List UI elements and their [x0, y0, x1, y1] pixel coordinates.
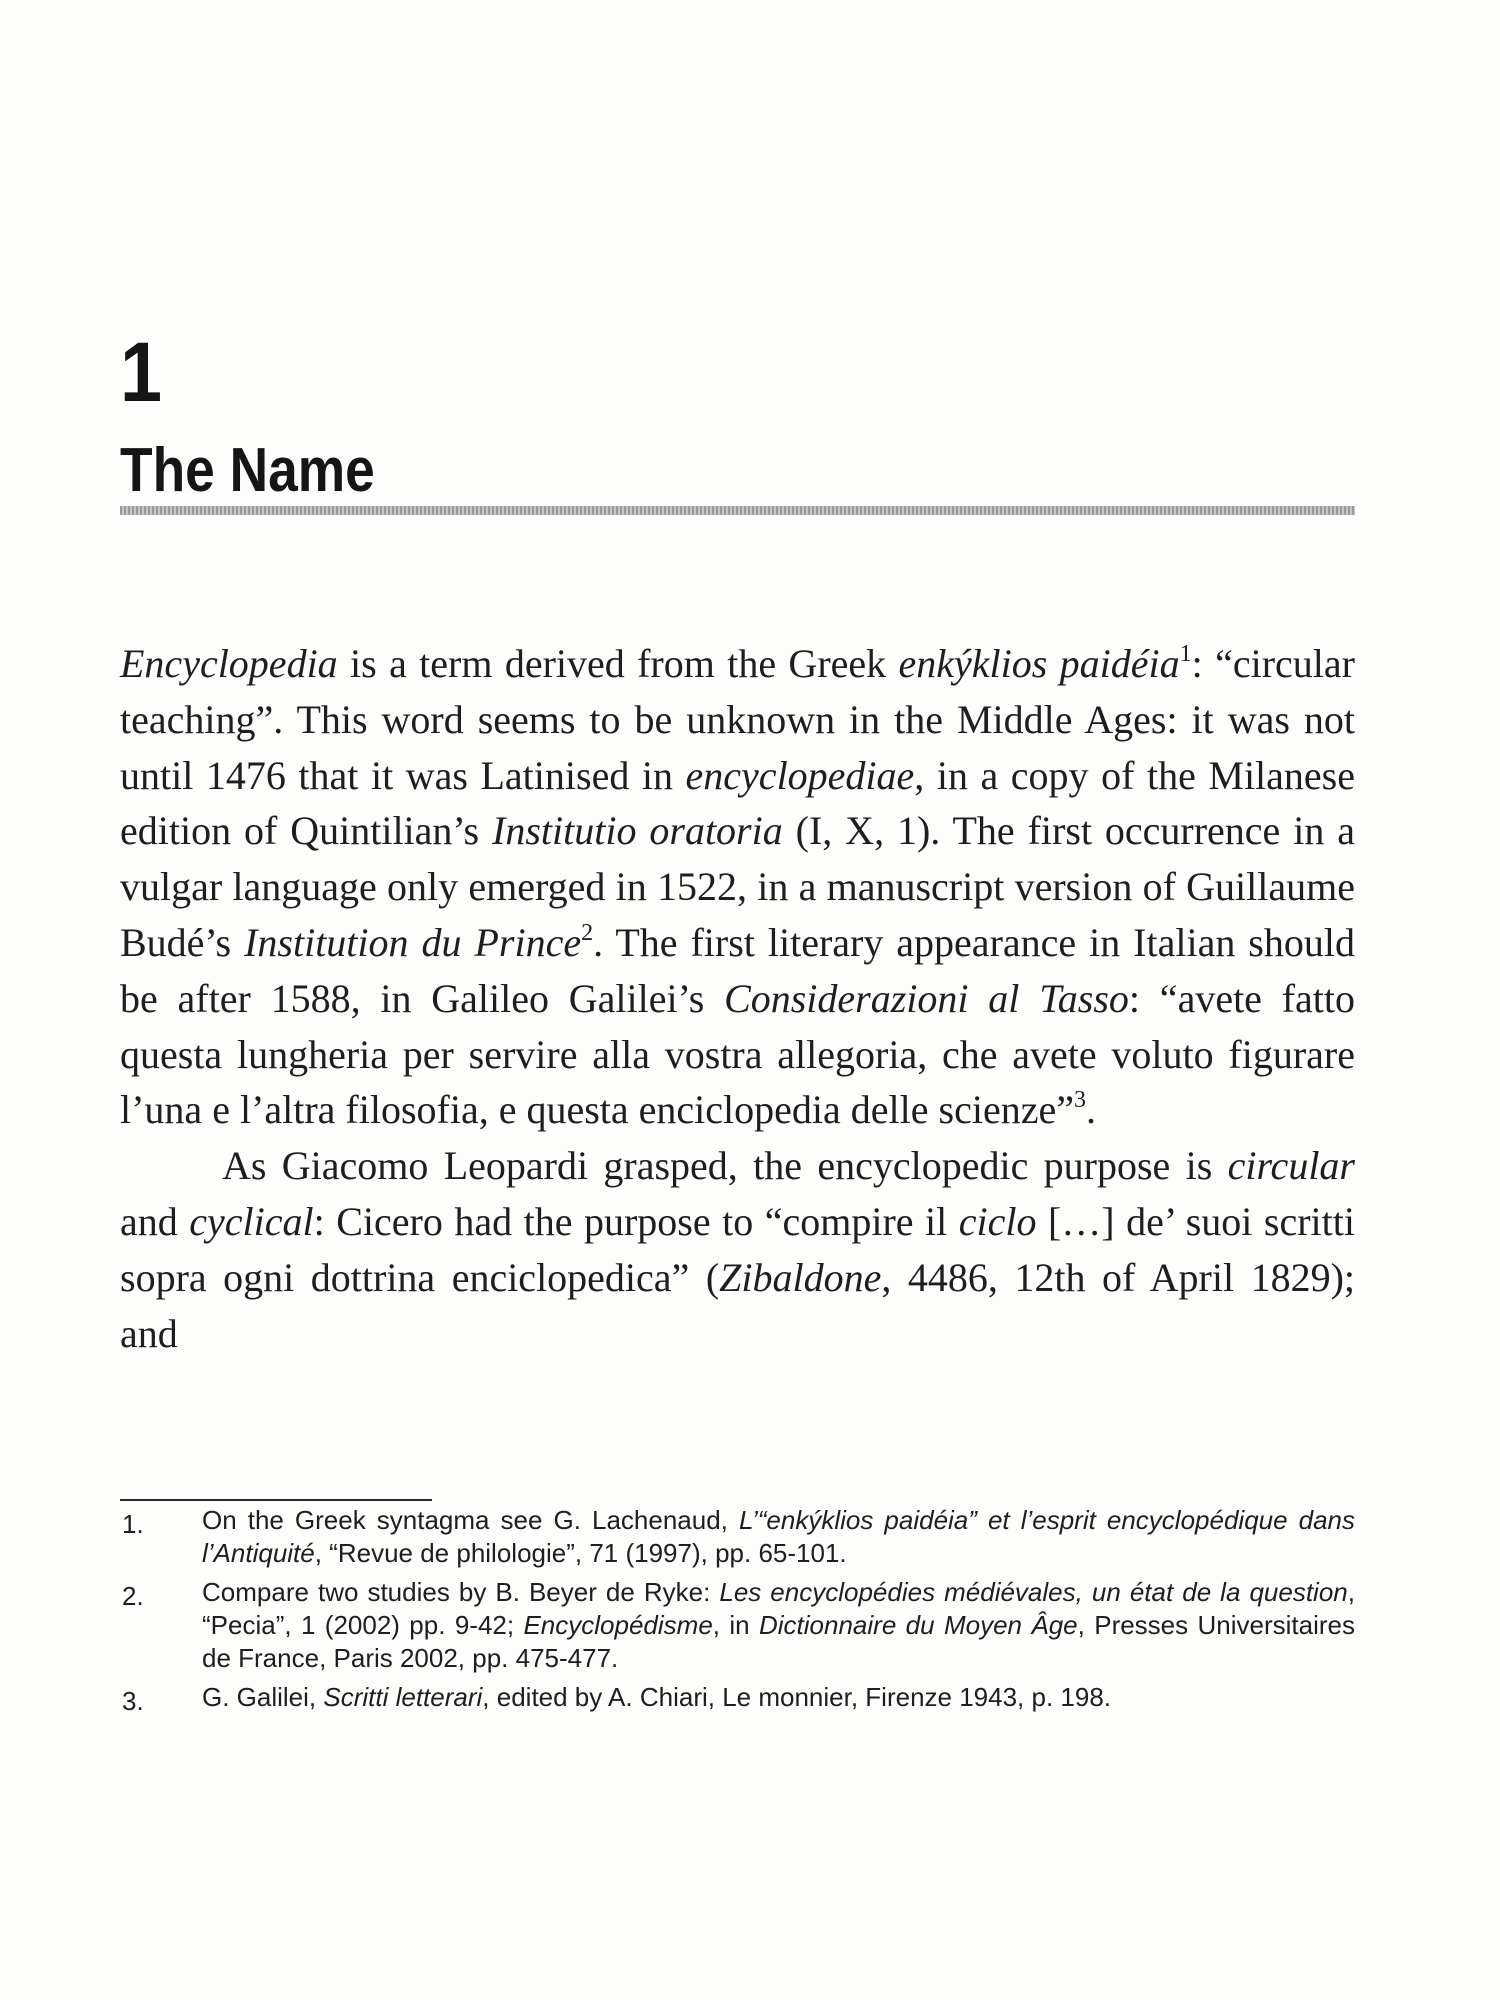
text-run: , 4486, 12th of April 1829); and	[120, 1254, 1356, 1356]
text-run: As Giacomo Leopardi grasped, the encyclopedic purpose is	[222, 1143, 1228, 1189]
chapter-number: 1	[120, 325, 163, 419]
text-run: […] de’ suoi scritti sopra ogni dottrina enciclopedica” (	[120, 1198, 1355, 1300]
text-run: On the Greek syntagma see G. Lachenaud,	[202, 1505, 739, 1535]
text-run: , “Revue de philologie”, 71 (1997), pp. 65-101.	[314, 1538, 847, 1568]
text-run: (I, X, 1). The first occurrence in a vulgar language only emerged in 1522, in a manuscript version of Guillaume Budé’s	[120, 808, 1355, 965]
text-run: Compare two studies by B. Beyer de Ryke:	[202, 1577, 720, 1607]
italic-text: enkýklios paidéia	[898, 641, 1180, 686]
text-run: .	[1085, 1087, 1096, 1133]
italic-text: Les encyclopédies médiévales, un état de la question	[719, 1577, 1348, 1607]
italic-text: Institutio oratoria	[492, 808, 783, 854]
footnote-number: 2.	[122, 1581, 144, 1611]
italic-text: Zibaldone	[719, 1254, 882, 1300]
footnote-separator	[120, 1499, 432, 1501]
text-run: , in	[712, 1610, 759, 1640]
text-run: : Cicero had the purpose to “compire il	[313, 1198, 959, 1244]
footnote-ref: 1	[1179, 641, 1192, 667]
italic-text: Encyclopedia	[120, 641, 338, 686]
footnote	[120, 1504, 1355, 1570]
text-run: : “circular teaching”. This word seems to be unknown in the Middle Ages: it was not until 1476 that it was Latinised in	[120, 641, 1355, 798]
italic-text: encyclopediae	[685, 752, 915, 798]
italic-text: L’“enkýklios paidéia” et l’esprit encyclopédique dans l’Antiquité	[202, 1505, 1355, 1568]
paragraph-2	[120, 1138, 1355, 1361]
footnotes	[120, 1504, 1355, 1720]
italic-text: Encyclopédisme	[523, 1610, 713, 1640]
italic-text: ciclo	[958, 1198, 1037, 1244]
text-run: , “Pecia”, 1 (2002) pp. 9-42;	[202, 1577, 1355, 1640]
italic-text: circular	[1227, 1143, 1355, 1189]
footnote-text	[202, 1577, 1355, 1673]
text-run: is a term derived from the Greek	[337, 641, 899, 686]
footnote-ref: 2	[581, 919, 594, 946]
text-run: . The first literary appearance in Italian should be after 1588, in Galileo Galilei’s	[120, 919, 1355, 1021]
italic-text: cyclical	[189, 1198, 314, 1244]
footnote-number: 3.	[122, 1686, 144, 1716]
footnote-ref: 3	[1073, 1087, 1086, 1114]
text-run: and	[120, 1198, 190, 1244]
text-run: , in a copy of the Milanese edition of Quintilian’s	[120, 752, 1356, 854]
paragraph-1	[120, 636, 1355, 1138]
footnote-number: 1.	[122, 1509, 144, 1539]
text-run: , edited by A. Chiari, Le monnier, Firenze 1943, p. 198.	[482, 1682, 1112, 1712]
title-rule	[120, 506, 1355, 515]
text-run: G. Galilei,	[202, 1682, 324, 1712]
footnote	[120, 1576, 1355, 1675]
text-run: : “avete fatto questa lungheria per servire alla vostra allegoria, che avete voluto figurare l’una e l’altra filosofia, e questa enciclopedia delle scienze”	[120, 975, 1356, 1133]
footnote-text	[202, 1682, 1111, 1712]
main-text	[120, 636, 1355, 1361]
italic-text: Considerazioni al Tasso	[724, 975, 1129, 1021]
italic-text: Institution du Prince	[244, 919, 582, 965]
chapter-title: The Name	[120, 436, 375, 505]
footnote	[120, 1681, 1355, 1714]
text-run: , Presses Universitaires de France, Paris 2002, pp. 475-477.	[202, 1610, 1355, 1673]
italic-text: Scritti letterari	[323, 1682, 483, 1712]
footnote-text	[202, 1505, 1355, 1568]
italic-text: Dictionnaire du Moyen Âge	[759, 1610, 1078, 1640]
